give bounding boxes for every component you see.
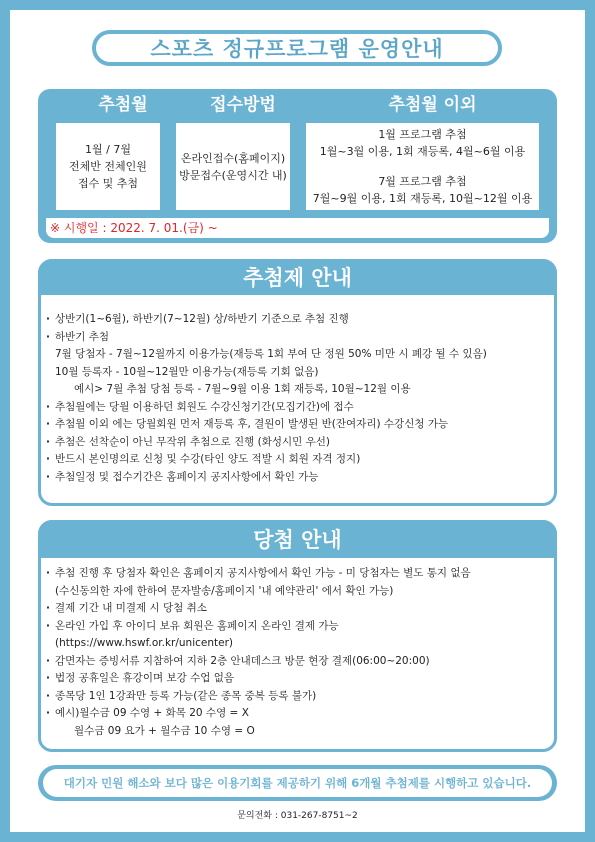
non-draw-line: 1월~3월 이용, 1회 재등록, 4월~6월 이용: [319, 145, 526, 158]
draw-month-line: 전체반 전체인원: [69, 160, 147, 173]
footer-banner: [38, 765, 557, 801]
non-draw-line: 7월 프로그램 추첨: [378, 175, 467, 188]
list-item: 월수금 09 요가 + 월수금 10 수영 = O: [74, 724, 255, 737]
list-item: 10월 등록자 - 10월~12월만 이용가능(재등록 기회 없음): [55, 365, 319, 378]
draw-month-line: 1월 / 7월: [85, 143, 131, 156]
list-item: · 감면자는 증빙서류 지참하여 지하 2층 안내데스크 방문 현장 결제(06:00~20:00): [46, 653, 471, 671]
list-item: · 하반기 추첨: [46, 329, 487, 347]
method-line: 방문접수(운영시간 내): [179, 168, 287, 182]
header-application-method: 접수방법: [210, 94, 276, 115]
header-non-draw-month: 추첨월 이외: [388, 94, 477, 115]
draw-system-list: [46, 311, 487, 486]
list-item: 예시> 7월 추첨 당첨 등록 - 7월~9월 이용 1회 재등록, 10월~12월 이용: [74, 383, 411, 395]
draw-system-title: 추첨제 안내: [38, 259, 557, 295]
list-item: · 추첨월 이외 에는 당월회원 먼저 재등록 후, 결원이 발생된 반(잔여자리) 수강신청 가능: [46, 416, 487, 434]
draw-month-line: 접수 및 추첨: [77, 177, 139, 190]
list-item: 7월 당첨자 - 7월~12월까지 이용가능(재등록 1회 부여 단 정원 50% 미만 시 폐강 될 수 있음): [55, 348, 487, 360]
contact-phone: 문의전화 : 031-267-8751~2: [237, 811, 358, 821]
application-method-box: [172, 119, 294, 214]
effective-date-notice: ※ 시행일 : 2022. 7. 01.(금) ~: [50, 221, 218, 235]
list-item: · 온라인 가입 후 아이디 보유 회원은 홈페이지 온라인 결제 가능: [46, 618, 471, 636]
list-item: · 예시)월수금 09 수영 + 화목 20 수영 = X: [46, 705, 471, 723]
draw-month-box: [52, 119, 164, 214]
non-draw-month-box: [302, 119, 543, 214]
non-draw-line: 1월 프로그램 추첨: [378, 128, 467, 141]
list-item: (https://www.hswf.or.kr/unicenter): [55, 637, 234, 649]
page-title: 스포츠 정규프로그램 운영안내: [92, 30, 502, 66]
non-draw-line: 7월~9월 이용, 1회 재등록, 10월~12월 이용: [312, 192, 533, 205]
list-item: · 추첨일정 및 접수기간은 홈페이지 공지사항에서 확인 가능: [46, 469, 487, 487]
list-item: · 종목당 1인 1강좌만 등록 가능(같은 종목 중복 등록 불가): [46, 688, 471, 706]
method-line: 온라인접수(홈페이지): [180, 151, 286, 165]
list-item: · 법정 공휴일은 휴강이며 보강 수업 없음: [46, 670, 471, 688]
list-item: · 반드시 본인명의로 신청 및 수강(타인 양도 적발 시 회원 자격 정지): [46, 451, 487, 469]
winner-info-title: 당첨 안내: [38, 520, 557, 558]
list-item: · 추첨은 선착순이 아닌 무작위 추첨으로 진행 (화성시민 우선): [46, 434, 487, 452]
winner-info-list: [46, 565, 471, 740]
header-draw-month: 추첨월: [98, 94, 148, 115]
footer-banner-text: 대기자 민원 해소와 보다 많은 이용기회를 제공하기 위해 6개월 추첨제를 시행하고 있습니다.: [43, 769, 552, 797]
list-item: (수신동의한 자에 한하여 문자발송/홈페이지 '내 예약관리' 에서 확인 가능): [55, 584, 394, 597]
list-item: · 상반기(1~6월), 하반기(7~12월) 상/하반기 기준으로 추첨 진행: [46, 311, 487, 329]
list-item: · 추첨 진행 후 당첨자 확인은 홈페이지 공지사항에서 확인 가능 - 미 당첨자는 별도 통지 없음: [46, 565, 471, 583]
list-item: · 추첨월에는 당월 이용하던 회원도 수강신청기간(모집기간)에 접수: [46, 399, 487, 417]
list-item: · 결제 기간 내 미결제 시 당첨 취소: [46, 600, 471, 618]
